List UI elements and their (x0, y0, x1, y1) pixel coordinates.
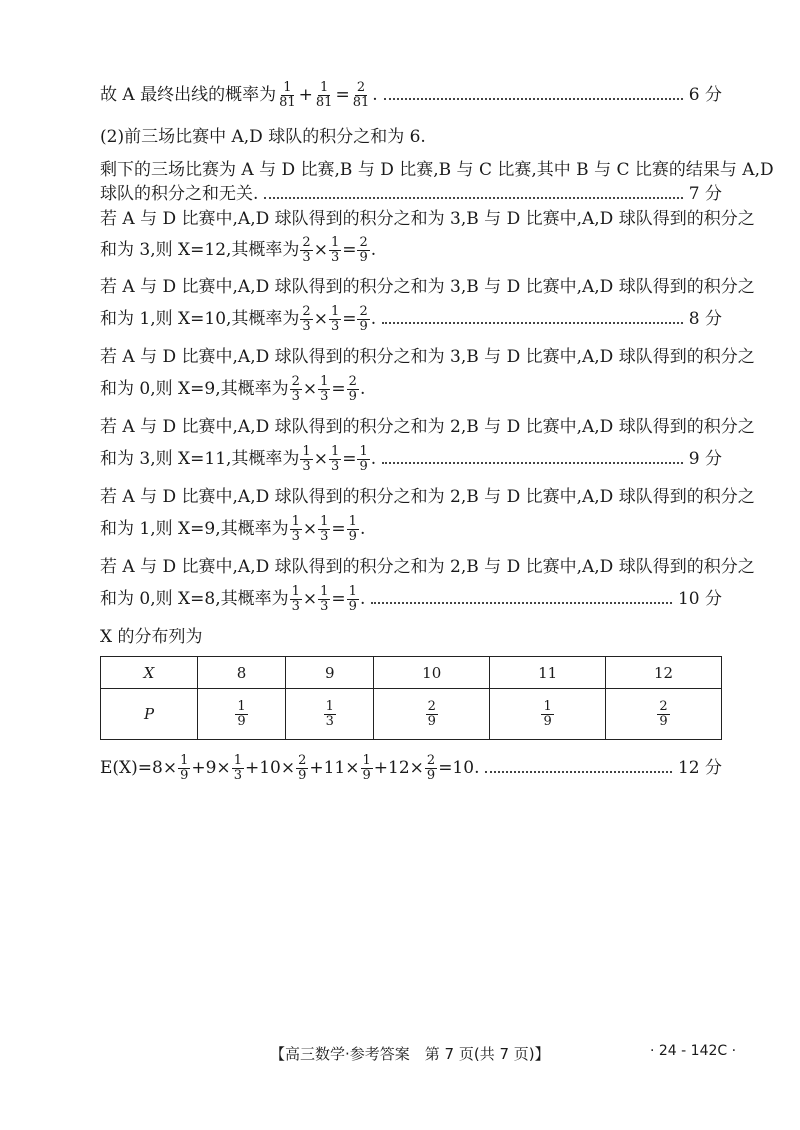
x-cell: 8 (198, 657, 286, 689)
fraction: $\frac{2}{81}$ (352, 79, 370, 110)
x-cell: 12 (606, 657, 722, 689)
case-4-line-b: 和为 3,则 X=11,其概率为 $\frac{1}{3}$ × $\frac{1}{3}$ = $\frac{1}{9}$ . 9 分 (100, 443, 722, 474)
fraction: $\frac{2}{9}$ (298, 752, 307, 783)
fraction: $\frac{1}{9}$ (348, 513, 357, 544)
case-3-line-a: 若 A 与 D 比赛中,A,D 球队得到的积分之和为 3,B 与 D 比赛中,A,D 球队得到的积分之 (100, 347, 755, 367)
distribution-intro: X 的分布列为 (100, 627, 203, 647)
leader-dots (485, 771, 671, 773)
leader-dots (264, 197, 682, 199)
fraction: $\frac{2}{3}$ (302, 303, 311, 334)
fraction: $\frac{2}{9}$ (359, 303, 368, 334)
p-cell: $\frac{1}{3}$ (286, 689, 374, 740)
expectation-line: E(X)=8× $\frac{1}{9}$ +9× $\frac{1}{3}$ +10× $\frac{2}{9}$ +11× $\frac{1}{9}$ +12× $\frac{2}{9}$ =10. 12 分 (100, 752, 722, 783)
row-header-p: P (101, 689, 198, 740)
fraction: $\frac{1}{9}$ (348, 583, 357, 614)
line-independent: 球队的积分之和无关. 7 分 (100, 184, 722, 204)
fraction: $\frac{1}{3}$ (330, 303, 340, 334)
case-3-line-b: 和为 0,则 X=9,其概率为 $\frac{2}{3}$ × $\frac{1}{3}$ = $\frac{2}{9}$ . (100, 373, 366, 404)
x-cell: 11 (490, 657, 606, 689)
p-cell: $\frac{1}{9}$ (198, 689, 286, 740)
p-cell: $\frac{2}{9}$ (606, 689, 722, 740)
table-row (101, 689, 722, 740)
fraction: $\frac{1}{3}$ (233, 752, 242, 783)
fraction: $\frac{1}{81}$ (315, 79, 333, 110)
table-row (101, 657, 722, 689)
fraction: $\frac{1}{3}$ (291, 513, 300, 544)
score-label: 12 分 (677, 758, 722, 778)
p-cell: $\frac{2}{9}$ (374, 689, 490, 740)
case-6-line-a: 若 A 与 D 比赛中,A,D 球队得到的积分之和为 2,B 与 D 比赛中,A,D 球队得到的积分之 (100, 557, 755, 577)
fraction: $\frac{1}{3}$ (302, 443, 311, 474)
fraction: $\frac{1}{3}$ (320, 513, 329, 544)
distribution-table (100, 656, 722, 740)
fraction: $\frac{1}{9}$ (180, 752, 189, 783)
score-label: 10 分 (677, 589, 722, 609)
fraction: $\frac{2}{9}$ (359, 234, 368, 265)
fraction: $\frac{1}{3}$ (330, 234, 340, 265)
leader-dots (382, 322, 683, 324)
x-cell: 10 (374, 657, 490, 689)
fraction: $\frac{1}{9}$ (362, 752, 371, 783)
case-5-line-b: 和为 1,则 X=9,其概率为 $\frac{1}{3}$ × $\frac{1}{3}$ = $\frac{1}{9}$ . (100, 513, 366, 544)
score-label: 8 分 (688, 309, 722, 329)
line-part-2: (2)前三场比赛中 A,D 球队的积分之和为 6. (100, 127, 426, 147)
case-5-line-a: 若 A 与 D 比赛中,A,D 球队得到的积分之和为 2,B 与 D 比赛中,A,D 球队得到的积分之 (100, 487, 755, 507)
fraction: $\frac{1}{81}$ (279, 79, 296, 110)
p-cell: $\frac{1}{9}$ (490, 689, 606, 740)
case-2-line-b: 和为 1,则 X=10,其概率为 $\frac{2}{3}$ × $\frac{1}{3}$ = $\frac{2}{9}$ . 8 分 (100, 303, 722, 334)
case-1-line-b: 和为 3,则 X=12,其概率为 $\frac{2}{3}$ × $\frac{1}{3}$ = $\frac{2}{9}$ . (100, 234, 377, 265)
fraction: $\frac{2}{9}$ (426, 752, 436, 783)
fraction: $\frac{2}{9}$ (348, 373, 357, 404)
fraction: $\frac{1}{3}$ (320, 583, 329, 614)
fraction: $\frac{1}{3}$ (291, 583, 300, 614)
text: 故 A 最终出线的概率为 (100, 85, 277, 105)
fraction: $\frac{2}{3}$ (291, 373, 300, 404)
line-a-probability: 故 A 最终出线的概率为 $\frac{1}{81}$ + $\frac{1}{81}$ = $\frac{2}{81}$ . 6 分 (100, 79, 722, 110)
score-label: 6 分 (688, 85, 722, 105)
fraction: $\frac{2}{3}$ (302, 234, 311, 265)
fraction: $\frac{1}{9}$ (359, 443, 368, 474)
score-label: 7 分 (688, 184, 722, 204)
leader-dots (384, 98, 683, 100)
line-remaining-games: 剩下的三场比赛为 A 与 D 比赛,B 与 D 比赛,B 与 C 比赛,其中 B 与 C 比赛的结果与 A,D (100, 160, 774, 180)
score-label: 9 分 (688, 449, 722, 469)
case-6-line-b: 和为 0,则 X=8,其概率为 $\frac{1}{3}$ × $\frac{1}{3}$ = $\frac{1}{9}$ . 10 分 (100, 583, 722, 614)
leader-dots (371, 602, 672, 604)
case-2-line-a: 若 A 与 D 比赛中,A,D 球队得到的积分之和为 3,B 与 D 比赛中,A,D 球队得到的积分之 (100, 277, 755, 297)
case-1-line-a: 若 A 与 D 比赛中,A,D 球队得到的积分之和为 3,B 与 D 比赛中,A,D 球队得到的积分之 (100, 209, 755, 229)
leader-dots (382, 462, 683, 464)
page-code: · 24 - 142C · (650, 1043, 737, 1059)
page-footer: 【高三数学·参考答案 第 7 页(共 7 页)】 (270, 1045, 550, 1063)
fraction: $\frac{1}{3}$ (330, 443, 340, 474)
row-header-x: X (101, 657, 198, 689)
x-cell: 9 (286, 657, 374, 689)
case-4-line-a: 若 A 与 D 比赛中,A,D 球队得到的积分之和为 2,B 与 D 比赛中,A,D 球队得到的积分之 (100, 417, 755, 437)
fraction: $\frac{1}{3}$ (320, 373, 329, 404)
